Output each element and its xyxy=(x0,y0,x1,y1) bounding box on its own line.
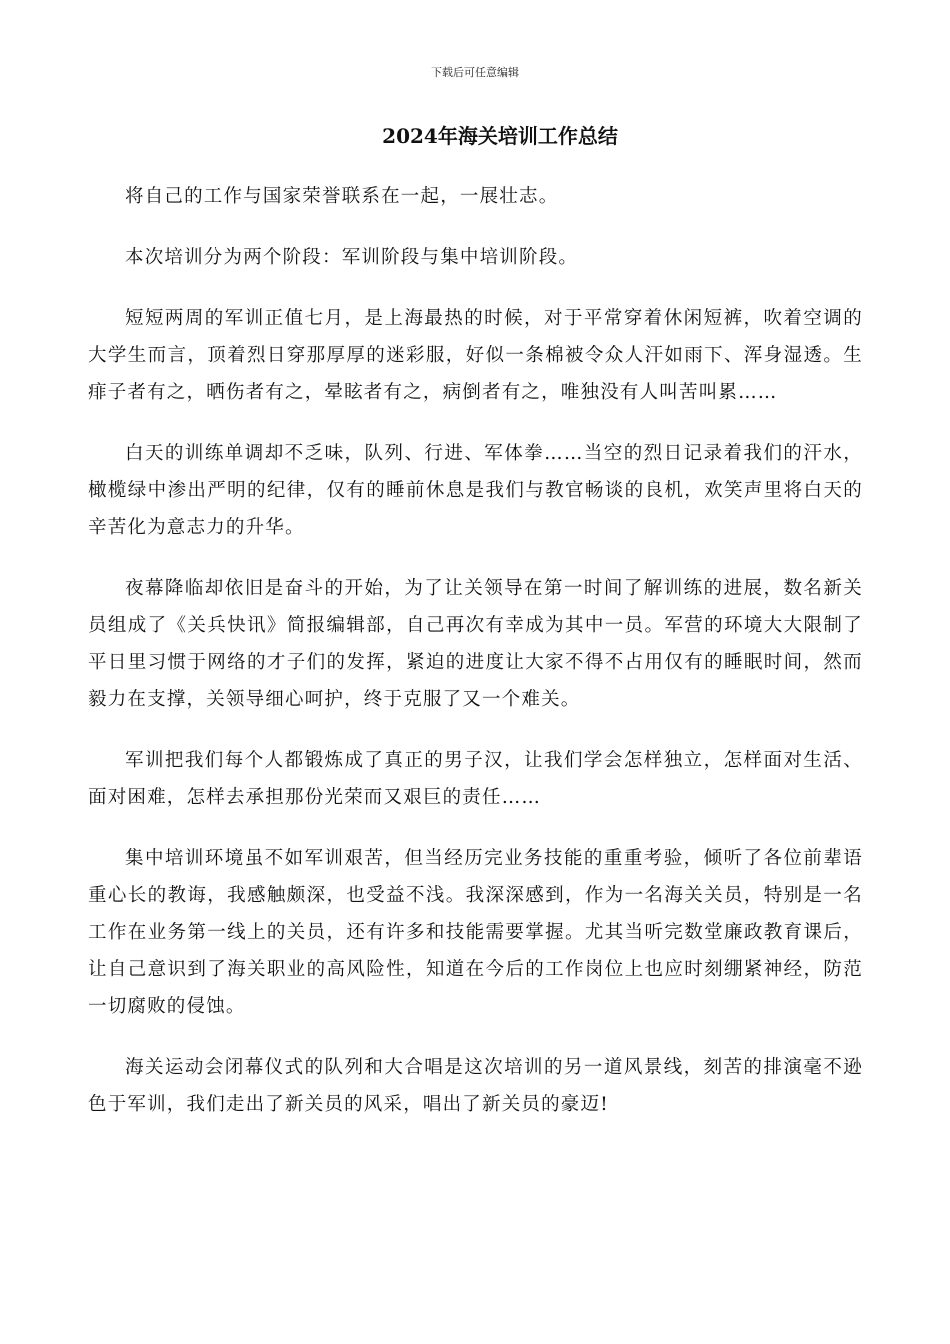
paragraph-5: 夜幕降临却依旧是奋斗的开始，为了让关领导在第一时间了解训练的进展，数名新关员组成了《关兵快讯》简报编辑部，自己再次有幸成为其中一员。军营的环境大大限制了平日里习惯于网络的才子们的发挥，紧迫的进度让大家不得不占用仅有的睡眠时间，然而毅力在支撑，关领导细心呵护，终于克服了又一个难关。 xyxy=(88,578,863,710)
paragraph-3: 短短两周的军训正值七月，是上海最热的时候，对于平常穿着休闲短裤，吹着空调的大学生而言，顶着烈日穿那厚厚的迷彩服，好似一条棉被令众人汗如雨下、浑身湿透。生痱子者有之，晒伤者有之，晕眩者有之，病倒者有之，唯独没有人叫苦叫累…… xyxy=(88,308,863,403)
paragraph-8: 海关运动会闭幕仪式的队列和大合唱是这次培训的另一道风景线，刻苦的排演毫不逊色于军训，我们走出了新关员的风采，唱出了新关员的豪迈! xyxy=(88,1057,863,1115)
document-title: 2024年海关培训工作总结 xyxy=(382,124,618,148)
paragraph-7: 集中培训环境虽不如军训艰苦，但当经历完业务技能的重重考验，倾听了各位前辈语重心长的教诲，我感触颇深，也受益不浅。我深深感到，作为一名海关关员，特别是一名工作在业务第一线上的关员，还有许多和技能需要掌握。尤其当听完数堂廉政教育课后，让自己意识到了海关职业的高风险性，知道在今后的工作岗位上也应时刻绷紧神经，防范一切腐败的侵蚀。 xyxy=(88,848,863,1017)
paragraph-2: 本次培训分为两个阶段：军训阶段与集中培训阶段。 xyxy=(125,247,579,268)
paragraph-4: 白天的训练单调却不乏味，队列、行进、军体拳……当空的烈日记录着我们的汗水，橄榄绿中渗出严明的纪律，仅有的睡前休息是我们与教官畅谈的良机，欢笑声里将白天的辛苦化为意志力的升华。 xyxy=(88,443,863,538)
paragraph-6: 军训把我们每个人都锻炼成了真正的男子汉，让我们学会怎样独立，怎样面对生活、面对困难，怎样去承担那份光荣而又艰巨的责任…… xyxy=(88,750,863,808)
document-body xyxy=(88,178,863,1147)
paragraph-1: 将自己的工作与国家荣誉联系在一起，一展壮志。 xyxy=(125,186,559,207)
header-note: 下载后可任意编辑 xyxy=(431,66,519,79)
